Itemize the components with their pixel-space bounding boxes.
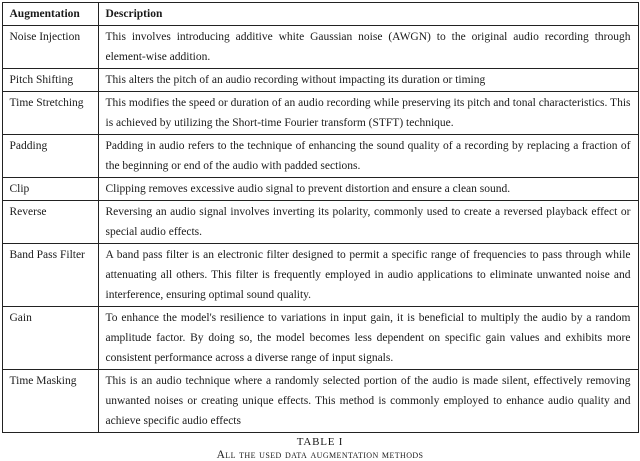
- augmentation-table: [2, 2, 639, 433]
- table-caption-title: All the used data augmentation methods: [216, 449, 424, 461]
- description-cell: Padding in audio refers to the technique of enhancing the sound quality of a recording by replacing a fraction of the beginning or end of the audio with padded sections.: [98, 135, 638, 178]
- table-row: [2, 69, 638, 92]
- description-cell: This alters the pitch of an audio recording without impacting its duration or timing: [98, 69, 638, 92]
- table-row: [2, 307, 638, 370]
- description-cell: Reversing an audio signal involves inverting its polarity, commonly used to create a reversed playback effect or special audio effects.: [98, 201, 638, 244]
- augmentation-cell: Clip: [2, 178, 98, 201]
- augmentation-cell: Pitch Shifting: [2, 69, 98, 92]
- augmentation-cell: Reverse: [2, 201, 98, 244]
- table-row: [2, 201, 638, 244]
- augmentation-cell: Band Pass Filter: [2, 244, 98, 307]
- augmentation-cell: Time Masking: [2, 370, 98, 433]
- augmentation-cell: Padding: [2, 135, 98, 178]
- description-column-header: Description: [98, 3, 638, 26]
- description-cell: This modifies the speed or duration of an audio recording while preserving its pitch and tonal characteristics. This is achieved by utilizing the Short-time Fourier transform (STFT) technique.: [98, 92, 638, 135]
- description-cell: This is an audio technique where a randomly selected portion of the audio is made silent, effectively removing unwanted noises or creating unique effects. This method is commonly employed to enhance audio quality and achieve specific audio effects: [98, 370, 638, 433]
- table-row: [2, 370, 638, 433]
- table-row: [2, 26, 638, 69]
- augmentation-column-header: Augmentation: [2, 3, 98, 26]
- description-cell: A band pass filter is an electronic filter designed to permit a specific range of frequencies to pass through while attenuating all others. This filter is frequently employed in audio applications to eliminate unwanted noise and interference, ensuring optimal sound quality.: [98, 244, 638, 307]
- table-row: [2, 178, 638, 201]
- description-cell: Clipping removes excessive audio signal to prevent distortion and ensure a clean sound.: [98, 178, 638, 201]
- paper-table-page: [0, 2, 640, 461]
- augmentation-cell: Noise Injection: [2, 26, 98, 69]
- augmentation-table-body: [2, 26, 638, 433]
- augmentation-cell: Time Stretching: [2, 92, 98, 135]
- table-header-row: [2, 3, 638, 26]
- augmentation-cell: Gain: [2, 307, 98, 370]
- table-caption-label: TABLE I: [296, 436, 344, 448]
- table-caption: [0, 436, 640, 461]
- description-cell: This involves introducing additive white Gaussian noise (AWGN) to the original audio recording through element-wise addition.: [98, 26, 638, 69]
- description-cell: To enhance the model's resilience to variations in input gain, it is beneficial to multiply the audio by a random amplitude factor. By doing so, the model becomes less dependent on specific gain values and exhibits more consistent performance across a diverse range of input signals.: [98, 307, 638, 370]
- table-row: [2, 92, 638, 135]
- table-row: [2, 135, 638, 178]
- table-row: [2, 244, 638, 307]
